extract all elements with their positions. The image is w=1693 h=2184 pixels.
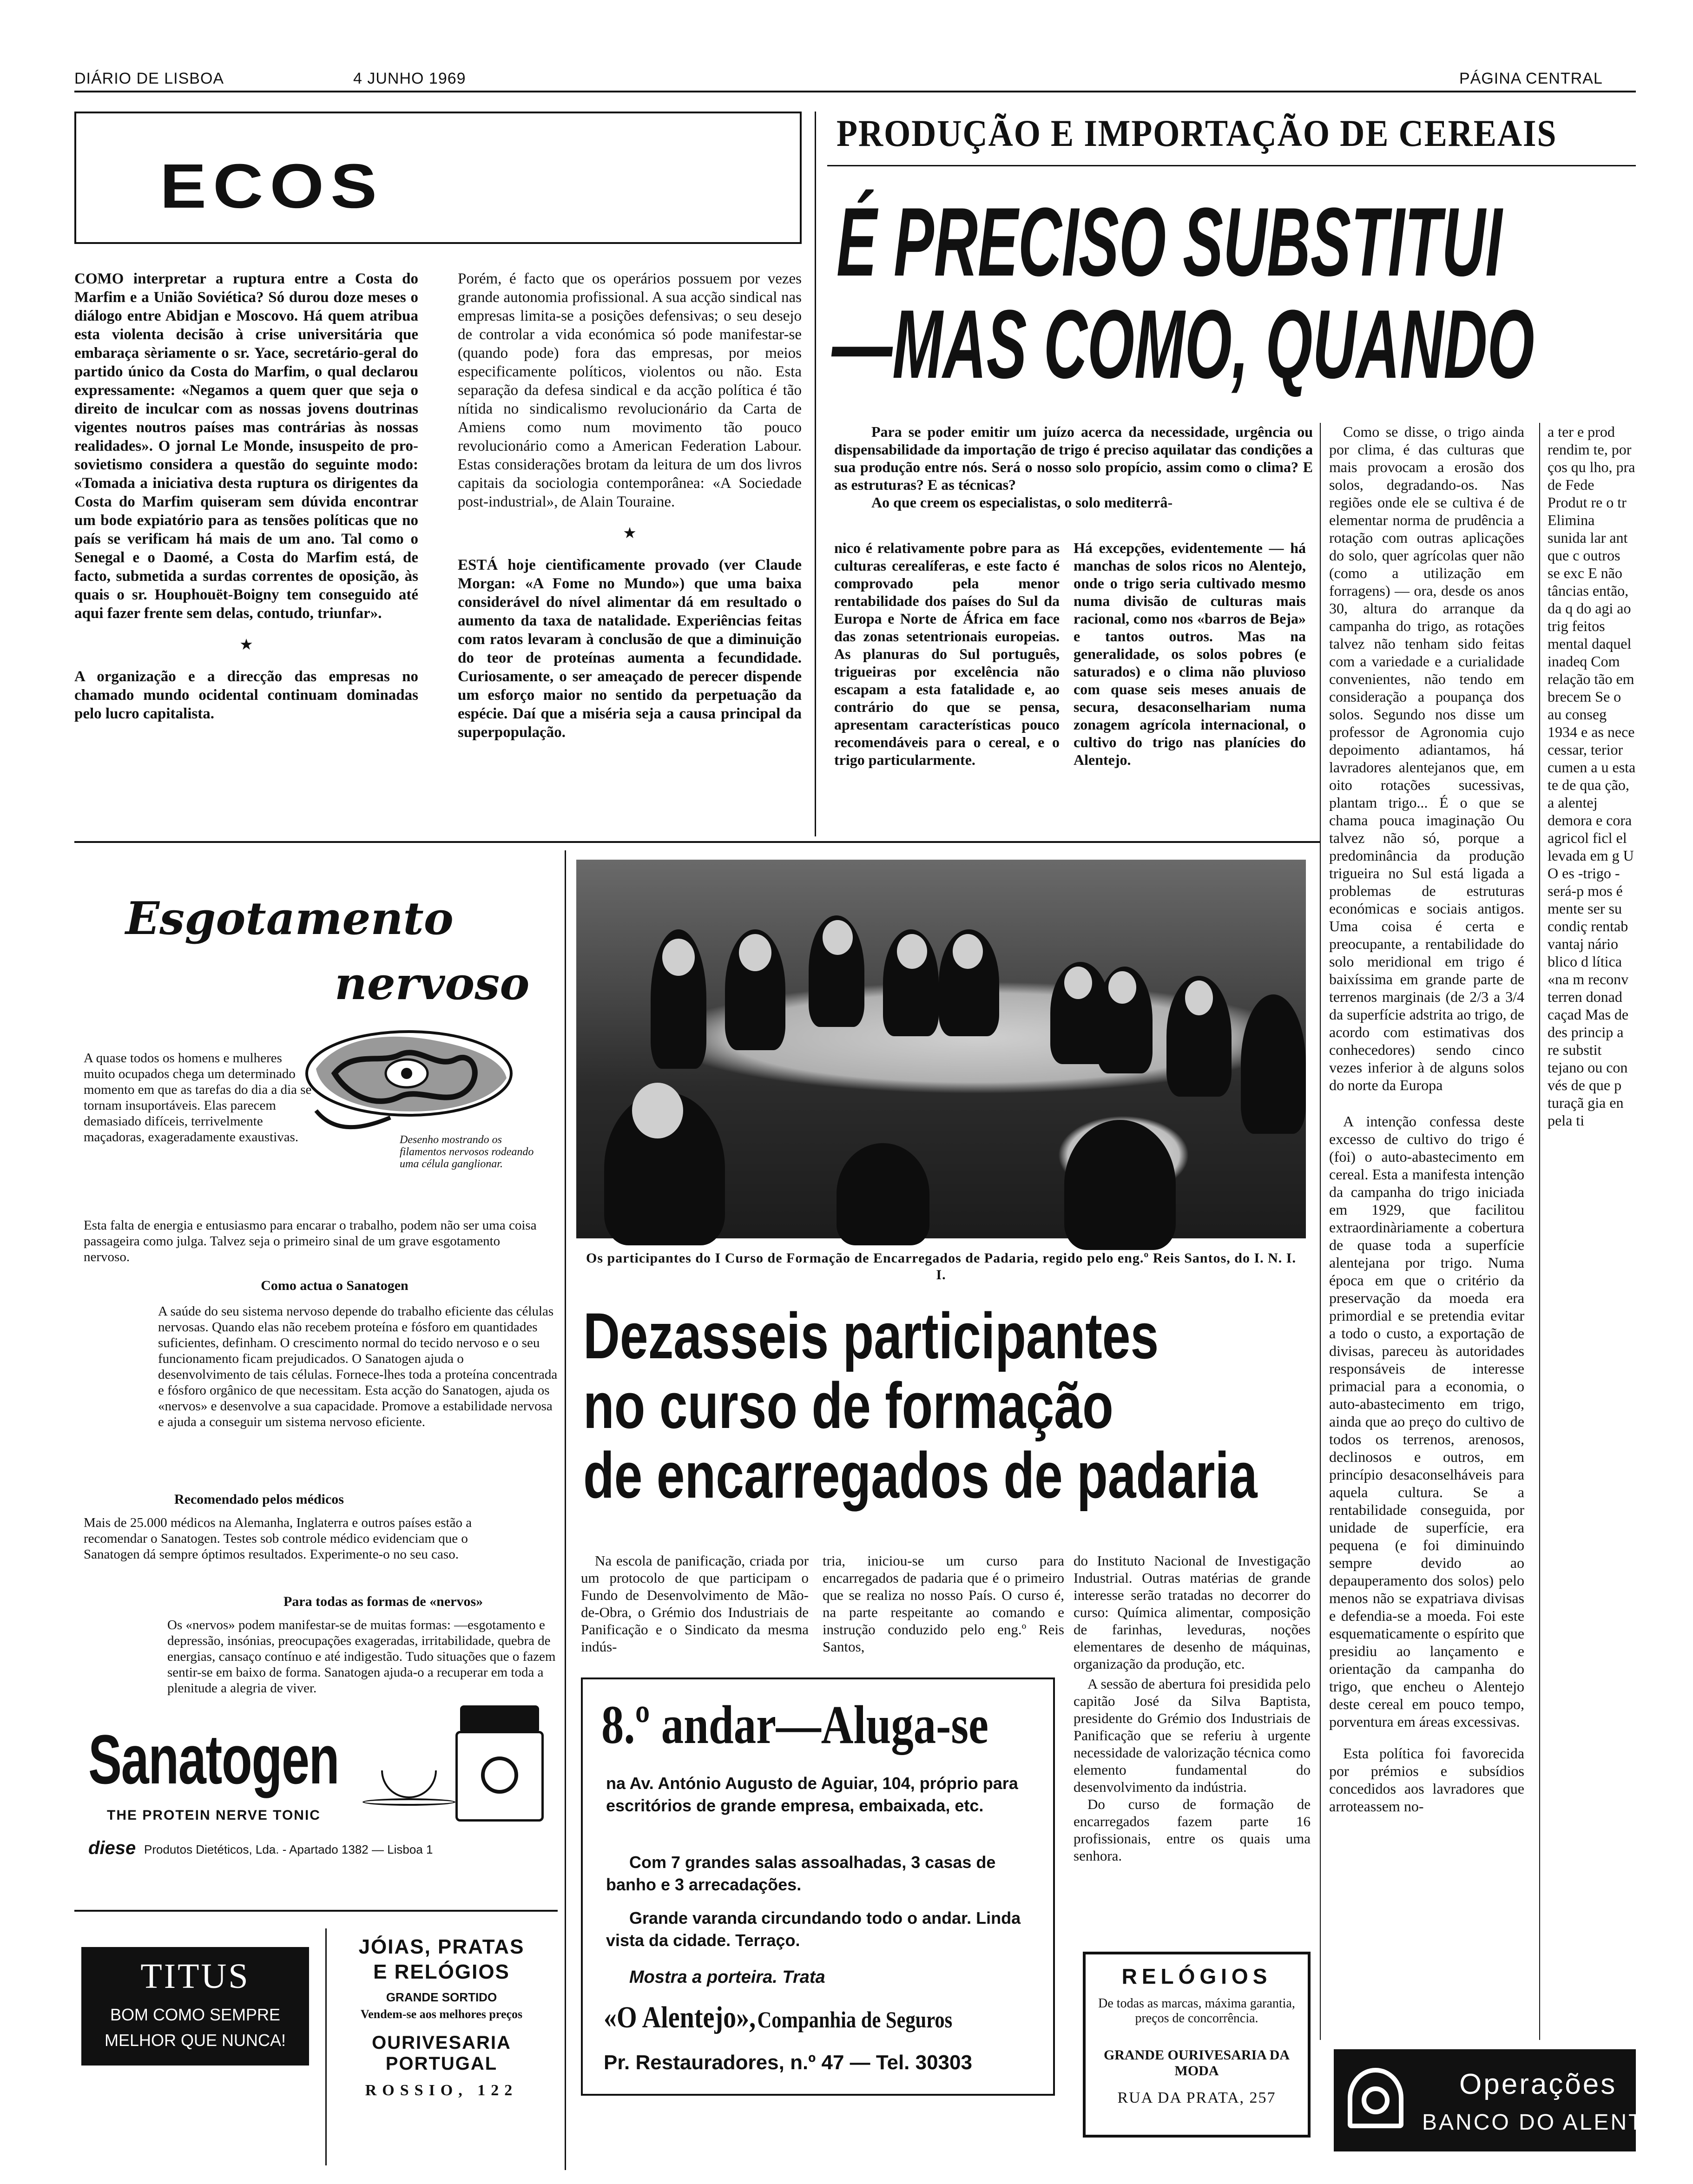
ourivesaria-line-6: PORTUGAL [385, 2053, 498, 2074]
cereal-kicker: PRODUÇÃO E IMPORTAÇÃO DE CEREAIS [837, 112, 1557, 154]
star-divider: ★ [239, 637, 253, 653]
cereal-para-b: Há excepções, evidentemente — há manchas de solos ricos no Alentejo, onde o trigo seria cultivado mesmo numa divisão de culturas mais racional, como nos «barros de Beja» e tantos outros. Mas na generalidade, os solos pobres (e saturados) e o clima não pluvioso com quase seis meses anuais de secura, desaconselhariam numa zonagem agrícola internacional, o cultivo do trigo nas planícies do Alentejo. [1074, 539, 1306, 768]
photo-caption: Os participantes do I Curso de Formação de Encarregados de Padaria, regido pelo eng.º Reis Santos, do I. N. I. I. [586, 1250, 1296, 1283]
padaria-headline-3: de encarregados de padaria [583, 1439, 1258, 1512]
padaria-column-2 [823, 1552, 1064, 1659]
padaria-headline-1: Dezasseis participantes [583, 1299, 1159, 1372]
titus-ad [81, 1947, 309, 2066]
cereal-column-c [1329, 423, 1524, 2031]
column-rule [1539, 423, 1540, 2040]
padaria-para-5: Do curso de formação de encarregados fazem parte 16 profissionais, entre os quais uma senhora. [1074, 1796, 1311, 1864]
masthead-date: 4 JUNHO 1969 [353, 70, 466, 87]
relogios-line-1: De todas as marcas, máxima garantia, preços de concorrência. [1098, 1996, 1295, 2026]
titus-line-1: BOM COMO SEMPRE [110, 2005, 281, 2024]
titus-line-2: MELHOR QUE NUNCA! [104, 2031, 286, 2050]
titus-brand: TITUS [140, 1957, 250, 1996]
padaria-column-3 [1074, 1552, 1311, 1928]
cup-and-saucer-image [362, 1770, 455, 1808]
cereal-para-c3: Esta política foi favorecida por prémios e subsídios concedidos aos lavradores que arroteassem no- [1329, 1745, 1524, 1815]
cereal-headline-1: É PRECISO SUBSTITUI [837, 187, 1502, 296]
rental-line-2: Com 7 grandes salas assoalhadas, 3 casas de banho e 3 arrecadações. [606, 1853, 996, 1894]
rental-ad [581, 1677, 1055, 2096]
cereal-para-d: a ter e prod rendim te, por ços qu lho, pra de Fede Produt re o tr Elimina sunida lar ant que c outros se exc E não tâncias então, da q do agi ao trig feitos mental daquel inadeq Com relação tão em brecem Se o au conseg 1934 e as nece cessar, terior cumen a u esta te de qua ção, a alentej demora e cora agricol ficl el levada em g U O es -trigo -será-p mos é mente ser su condiç rentab vantaj nário blico d lítica «na m reconv terren donad caçad Mas de des princip a re substit tejano ou con vés de que p turaçã gia en pela ti [1548, 423, 1636, 1129]
ecos-logo-box [74, 112, 802, 244]
banco-ad [1334, 2049, 1693, 2151]
ourivesaria-line-3: GRANDE SORTIDO [386, 1990, 497, 2004]
ad-heading-3: Para todas as formas de «nervos» [283, 1594, 483, 1609]
drawing-caption: Desenho mostrando os filamentos nervosos rodeando uma célula ganglionar. [400, 1134, 534, 1170]
ad-title-1: Esgotamento [125, 892, 454, 945]
ourivesaria-line-1: JÓIAS, PRATAS [358, 1935, 525, 1958]
ad-border-left [325, 1928, 327, 2165]
distributor-address: Produtos Dietéticos, Lda. - Apartado 1382 — Lisboa 1 [144, 1842, 433, 1856]
ecos-article-1: COMO interpretar a ruptura entre a Costa do Marfim e a União Soviética? Só durou doze meses o diálogo entre Abidjan e Moscovo. Há quem atribua esta violenta decisão à crise universitária que embaraça sèriamente o sr. Yace, secretário-geral do partido único da Costa do Marfim, o qual declarou expressamente: «Negamos a quem quer que seja o direito de inculcar com as nossas jovens doutrinas vigentes noutros países mas contrárias às nossas realidades». O jornal Le Monde, insuspeito de pro-sovietismo considera a questão do seguinte modo: «Tomada a iniciativa desta ruptura os dirigentes da Costa do Marfim quiseram sem dúvida encontrar um bode expiatório para as tensões políticas que no país se verificam há mais de um ano. Tal como o Senegal e o Daomé, a Costa do Marfim está, de facto, submetida a surdas correntes de oposição, às quais o sr. Houphouët-Boigny tem conseguido até aqui fazer frente sem delas, contudo, triunfar». [74, 270, 418, 622]
ecos-article-2-cont: Porém, é facto que os operários possuem por vezes grande autonomia profissional. A sua acção sindical nas empresas limita-se a posições defensivas; o seu desejo de controlar a vida económica só pode manifestar-se (quando pode) fora das empresas, por meios especificamente políticos, violentos ou não. Esta separação da defesa sindical e da acção política é tão nítida no sindicalismo revolucionário da Carta de Amiens como num movimento tão pouco revolucionário como a American Federation Labour. Estas considerações brotam da leitura de um dos livros capitais da sociologia contemporânea: «A Sociedade post-industrial», de Alain Touraine. [458, 270, 802, 510]
masthead-paper: DIÁRIO DE LISBOA [74, 70, 224, 87]
distributor-logo: diese [88, 1838, 136, 1858]
relogios-ad [1083, 1952, 1311, 2138]
ourivesaria-ad [328, 1935, 555, 2099]
rental-address: Pr. Restauradores, n.º 47 — Tel. 30303 [604, 2051, 972, 2074]
ecos-article-3: ESTÁ hoje cientìficamente provado (ver Claude Morgan: «A Fome no Mundo») que uma baixa considerável do nível alimentar dá em resultado o aumento da taxa de natalidade. Experiências feitas com ratos levaram à conclusão de que a diminuição do teor de proteínas aumenta a fecundidade. Curiosamente, o ser ameaçado de perecer dispende um esforço maior no sentido da perpetuação da espécie. Daí que a miséria seja a causa principal da superpopulação. [458, 557, 802, 741]
cereal-lead-p1: Para se poder emitir um juízo acerca da necessidade, urgência ou dispensabilidade da importação de trigo é preciso aquilatar das condições a sua produção entre nós. Será o nosso solo propício, assim como o clima? E as estruturas? E as técnicas? [834, 423, 1313, 493]
ecos-column-1 [74, 270, 418, 722]
section-rule [74, 841, 1320, 843]
cereal-headline-2: —MAS COMO, QUANDO [832, 289, 1535, 399]
sanatogen-ad [74, 850, 558, 1905]
header-rule [74, 91, 1636, 92]
nerve-cell-drawing [297, 1022, 539, 1143]
padaria-para-1: Na escola de panificação, criada por um protocolo de que participam o Fundo de Desenvolvimento de Mão-de-Obra, o Grémio dos Industriais de Panificação e o Sindicato da mesma indús- [581, 1552, 809, 1655]
rental-title: 8.º andar—Aluga-se [601, 1694, 988, 1755]
ourivesaria-line-7: ROSSIO, 122 [365, 2082, 518, 2099]
bank-logo-icon [1348, 2068, 1403, 2128]
cereal-para-a: nico é relativamente pobre para as culturas cerealíferas, e este facto é comprovado pela menor rentabilidade dos países do Sul da Europa e Norte de África em face das zonas setentrionais europeias. As planuras do Sul português, trigueiras por excelência não escapam a esta fatalidade e, ao contrário do que se pensa, apresentam características pouco recomendáveis para o cereal, e o trigo particularmente. [834, 539, 1060, 768]
ad-heading-2: Recomendado pelos médicos [174, 1492, 344, 1507]
ourivesaria-line-5: OURIVESARIA [372, 2033, 511, 2053]
cereal-lead-p2: Ao que creem os especialistas, o solo mediterrâ- [871, 494, 1173, 511]
ad-intro-text: A quase todos os homens e mulheres muito ocupados chega um determinado momento em que as tarefas do dia a dia se tornam insuportáveis. Elas parecem demasiado difíceis, terrivelmente maçadoras, exageradamente exaustivas. [84, 1051, 312, 1145]
padaria-headline [583, 1301, 1258, 1510]
rental-insurer [604, 2000, 952, 2035]
padaria-headline-2: no curso de formação [583, 1369, 1113, 1442]
ecos-article-2-start: A organização e a direcção das empresas no chamado mundo ocidental continuam dominadas pelo lucro capitalista. [74, 668, 418, 722]
cereal-column-a [834, 539, 1060, 768]
relogios-line-2: GRANDE OURIVESARIA DA MODA [1103, 2047, 1290, 2079]
rental-insurer-type: Companhia de Seguros [757, 2006, 953, 2033]
ad-intro [84, 1050, 316, 1217]
rental-insurer-name: «O Alentejo», [604, 2000, 756, 2034]
ad-para-2-text: Mais de 25.000 médicos na Alemanha, Inglaterra e outros países estão a recomendar o Sanatogen. Testes sob controle médico evidenciam que o Sanatogen dá sempre óptimos resultados. Experimente-o no seu caso. [84, 1515, 472, 1562]
banco-line-2: BANCO DO ALENTEJO [1422, 2110, 1693, 2135]
ad-para-3-text: Os «nervos» podem manifestar-se de muitas formas: —esgotamento e depressão, insónias, preocupações exageradas, irritabilidade, quebra de energias, cansaço contínuo e até indigestão. Tudo situações que o fazem sentir-se em baixo de forma. Sanatogen ajuda-o a recuperar em toda a plenitude a alegria de viver. [167, 1618, 556, 1696]
column-rule [565, 850, 566, 2170]
ecos-column-2 [458, 270, 802, 846]
banco-line-1: Operações [1459, 2068, 1617, 2100]
cereal-lead [834, 423, 1313, 520]
padaria-column-1 [581, 1552, 809, 1659]
ourivesaria-line-4: Vendem-se aos melhores preços [360, 2007, 523, 2021]
ad-title-2: nervoso [335, 957, 530, 1010]
star-divider: ★ [623, 525, 637, 542]
ad-intro-2 [84, 1217, 548, 1269]
column-rule [1320, 423, 1321, 2040]
padaria-para-2: tria, iniciou-se um curso para encarregados de padaria que é o primeiro que se realiza no nosso País. O curso é, na parte respeitante ao comando e instrução conduzido pelo eng.º Reis Santos, [823, 1552, 1064, 1655]
rental-line-3: Grande varanda circundando todo o andar. Linda vista da cidade. Terraço. [606, 1908, 1021, 1950]
relogios-title: RELÓGIOS [1121, 1964, 1272, 1988]
padaria-para-4: A sessão de abertura foi presidida pelo capitão José da Silva Baptista, presidente do Grémio dos Industriais de Panificação que se referiu à urgente necessidade de valorização técnica como elemento fundamental do desenvolvimento da indústria. [1074, 1676, 1311, 1795]
sanatogen-tagline: THE PROTEIN NERVE TONIC [107, 1808, 321, 1823]
masthead-section: PÁGINA CENTRAL [1459, 70, 1603, 87]
ecos-logo: ECOS [160, 151, 384, 221]
column-rule [815, 112, 816, 836]
ad-para-1-text: A saúde do seu sistema nervoso depende do trabalho eficiente das células nervosas. Quando elas não recebem proteína e fósforo em quantidades suficientes, definham. O crescimento normal do tecido nervoso e o seu funcionamento ficam prejudicados. O Sanatogen ajuda o desenvolvimento de tais células. Fornece-lhes toda a proteína concentrada e fósforo orgânico de que necessitam. Esta acção do Sanatogen, ajuda os «nervos» e desenvolve a sua capacidade. Promove a estabilidade nervosa e ajuda a conseguir um sistema nervoso eficiente. [158, 1304, 558, 1429]
ad-para-2 [84, 1515, 483, 1580]
ourivesaria-line-2: E RELÓGIOS [373, 1960, 510, 1983]
sanatogen-brand: Sanatogen [88, 1720, 339, 1798]
cereal-column-d [1548, 423, 1636, 2031]
rental-line-4: Mostra a porteira. Trata [629, 1967, 825, 1987]
ad-heading-1: Como actua o Sanatogen [261, 1278, 408, 1293]
kicker-rule [827, 165, 1636, 166]
ad-para-1 [158, 1303, 558, 1480]
cereal-para-c1: Como se disse, o trigo ainda por clima, é das culturas que mais provocam a erosão dos solos, degradando-os. Nas regiões onde ele se cultiva é de elementar norma de prudência a rotação com outras aplicações do solo, quer agrícolas quer não (como a utilização em forragens) — ora, desde os anos 30, altura do arranque da campanha do trigo, as rotações talvez não tenham sido feitas com a variedade e a curialidade convenientes, não tendo em consideração a poupança dos solos. Segundo nos disse um professor de Agronomia cujo depoimento adiantamos, há lavradores alentejanos que, em oito rotações sucessivas, plantam trigo... É o que se chama pouca imaginação Ou talvez não só, porque a predominância da produção trigueira no Sul está ligada a problemas de estruturas económicas e sociais antigos. Uma coisa é certa e preocupante, a rentabilidade do solo meridional em trigo é baixíssima em grande parte de terrenos marginais (de 2/3 a 3/4 da superfície adstrita ao trigo, de acordo com estimativas dos conhecedores) sendo cinco vezes inferior à de alguns solos do norte da Europa [1329, 423, 1524, 1093]
rental-line-1: na Av. António Augusto de Aguiar, 104, próprio para escritórios de grande empresa, embaixada, etc. [606, 1774, 1018, 1815]
relogios-line-3: RUA DA PRATA, 257 [1117, 2089, 1276, 2106]
participants-photo [576, 860, 1306, 1238]
product-jar-image [455, 1705, 544, 1822]
padaria-para-3: do Instituto Nacional de Investigação Industrial. Outras matérias de grande interesse serão tratadas no decorrer do curso: Química alimentar, composição de farinhas, leveduras, noções elementares de desenho de máquinas, organização da produção, etc. [1074, 1552, 1311, 1672]
ad-intro2-text: Esta falta de energia e entusiasmo para encarar o trabalho, podem não ser uma coisa passageira como julga. Talvez seja o primeiro sinal de um grave esgotamento nervoso. [84, 1218, 537, 1264]
cereal-column-b [1074, 539, 1306, 768]
cereal-para-c2: A intenção confessa deste excesso de cultivo do trigo é (foi) o auto-abastecimento em cereal. Esta a manifesta intenção da campanha do trigo iniciada em 1929, que facilitou extraordinàriamente a cobertura de quase toda a superfície alentejana por trigo. Numa época em que o critério da preservação da moeda era primordial e se pretendia evitar a todo o custo, a exportação de divisas, pareceu às autoridades responsáveis de interesse primacial para a economia, o auto-abastecimento em trigo, ainda que ao preço do cultivo de todos os terrenos, arenosos, declinosos e outros, em princípio desaconselháveis para aquela cultura. Se a rentabilidade conseguida, por unidade de superfície, era pequena (e foi diminuindo sempre devido ao depauperamento dos solos) pelo menos não se expatriava divisas e defendia-se a moeda. Foi este esquematicamente o espírito que presidiu ao lançamento e orientação da campanha do trigo, que encheu o Alentejo deste cereal em pouco tempo, porventura em áreas excessivas. [1329, 1113, 1524, 1730]
ad-separator-rule [74, 1910, 558, 1912]
